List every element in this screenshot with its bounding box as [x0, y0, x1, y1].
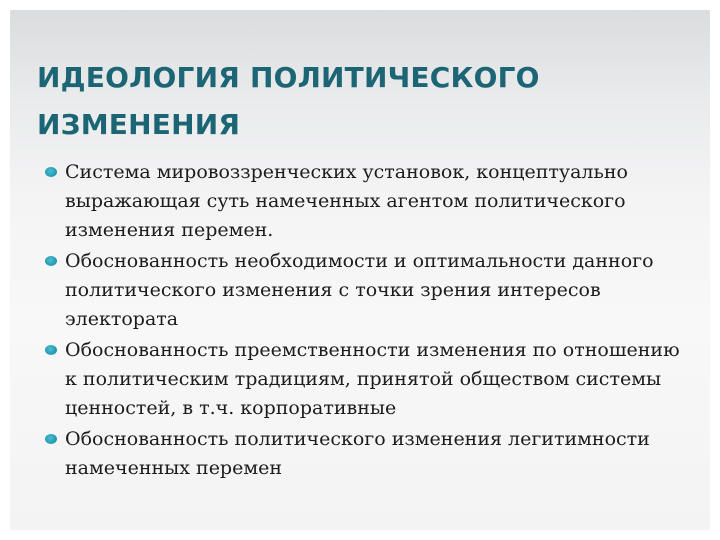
bullet-item — [45, 425, 695, 483]
bullet-icon — [45, 256, 57, 266]
bullet-icon — [45, 434, 57, 444]
bullet-text: Обоснованность преемственности изменения по отношению к политическим традициям, принятой обществом системы ценностей, в т.ч. корпоративные — [65, 339, 680, 419]
bullet-icon — [45, 167, 57, 177]
slide-title: ИДЕОЛОГИЯ ПОЛИТИЧЕСКОГО ИЗМЕНЕНИЯ — [37, 61, 540, 141]
bullet-text: Обоснованность необходимости и оптимальности данного политического изменения с точки зрения интересов электората — [65, 250, 654, 330]
bullet-item — [45, 158, 695, 245]
bullet-item — [45, 247, 695, 334]
bullet-item — [45, 336, 695, 423]
bullet-list — [45, 158, 695, 485]
bullet-icon — [45, 345, 57, 355]
bullet-text: Система мировоззренческих установок, концептуально выражающая суть намеченных агентом политического изменения перемен. — [65, 161, 628, 241]
bullet-text: Обоснованность политического изменения легитимности намеченных перемен — [65, 428, 650, 479]
